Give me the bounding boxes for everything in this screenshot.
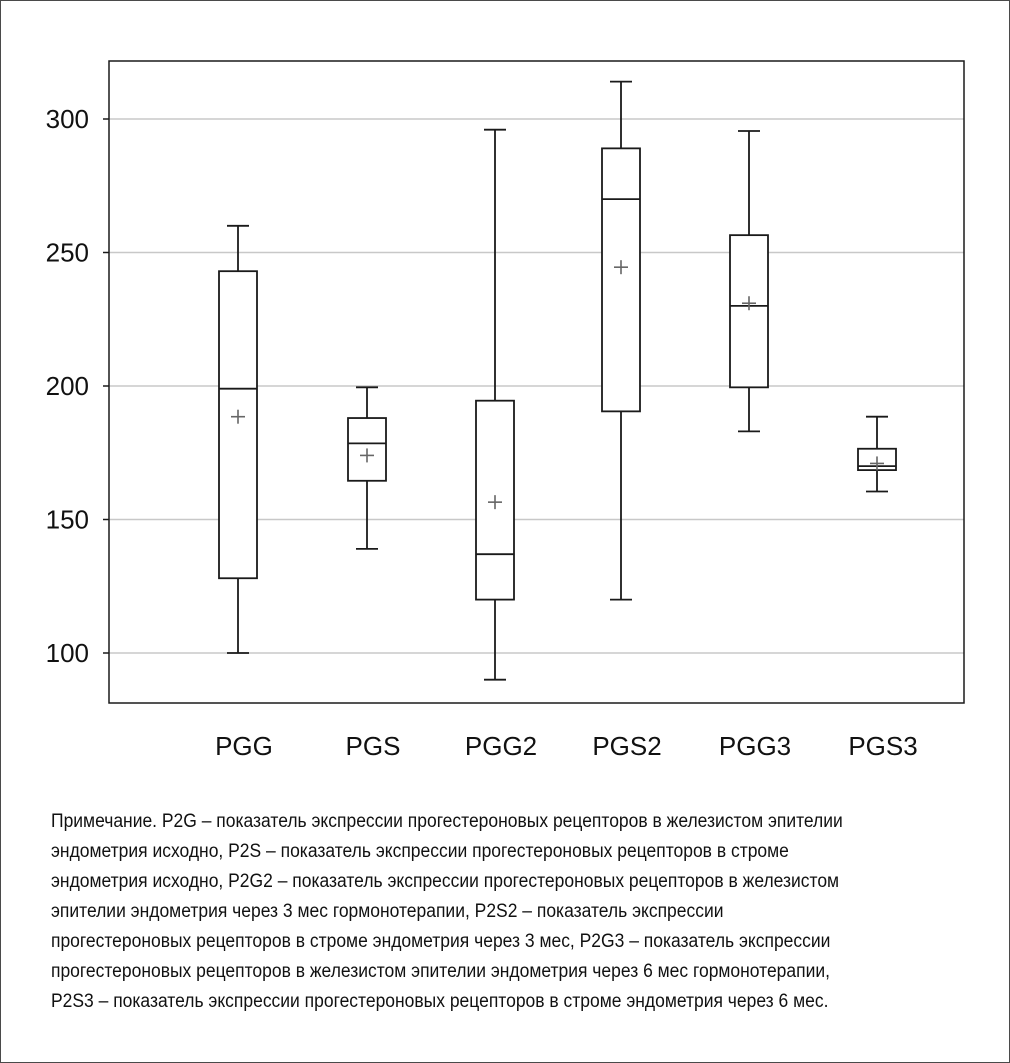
iqr-box <box>730 235 768 387</box>
box-pgg3 <box>730 131 768 431</box>
x-tick-label: PGS <box>345 731 401 761</box>
box-series <box>219 82 896 680</box>
iqr-box <box>602 148 640 411</box>
y-tick-label: 150 <box>45 504 89 535</box>
box-pgg2 <box>476 130 514 680</box>
y-tick-label: 250 <box>45 237 89 268</box>
note-line: прогестероновых рецепторов в строме эндометрия через 3 мес, P2G3 – показатель экспрессии <box>51 931 831 952</box>
y-tick-label: 200 <box>45 371 89 401</box>
x-tick-label: PGS3 <box>848 731 918 761</box>
y-tick-label: 100 <box>45 638 89 668</box>
figure-note <box>51 807 897 1017</box>
box-pgs <box>348 387 386 549</box>
x-tick-label: PGG3 <box>718 731 792 761</box>
boxplot-chart <box>1 1 1009 781</box>
iqr-box <box>219 271 257 578</box>
note-line: Примечание. P2G – показатель экспрессии прогестероновых рецепторов в железистом эпителии <box>51 811 843 832</box>
box-pgs3 <box>858 417 896 492</box>
x-tick-label: PGS2 <box>592 731 662 761</box>
x-axis-ticks <box>215 731 918 761</box>
box-pgg <box>219 226 257 653</box>
x-tick-label: PGG <box>215 731 273 761</box>
note-line: эпителии эндометрия через 3 мес гормонотерапии, P2S2 – показатель экспрессии <box>51 901 724 922</box>
note-line: P2S3 – показатель экспрессии прогестероновых рецепторов в строме эндометрия через 6 мес. <box>51 991 829 1012</box>
x-tick-label: PGG2 <box>464 731 538 761</box>
note-line: прогестероновых рецепторов в железистом эпителии эндометрия через 6 мес гормонотерапии, <box>51 961 830 982</box>
box-pgs2 <box>602 82 640 600</box>
note-line: эндометрия исходно, P2S – показатель экспрессии прогестероновых рецепторов в строме <box>51 841 789 862</box>
y-tick-label: 300 <box>45 104 89 134</box>
note-line: эндометрия исходно, P2G2 – показатель экспрессии прогестероновых рецепторов в железистом <box>51 871 840 892</box>
y-axis-ticks <box>46 104 109 668</box>
